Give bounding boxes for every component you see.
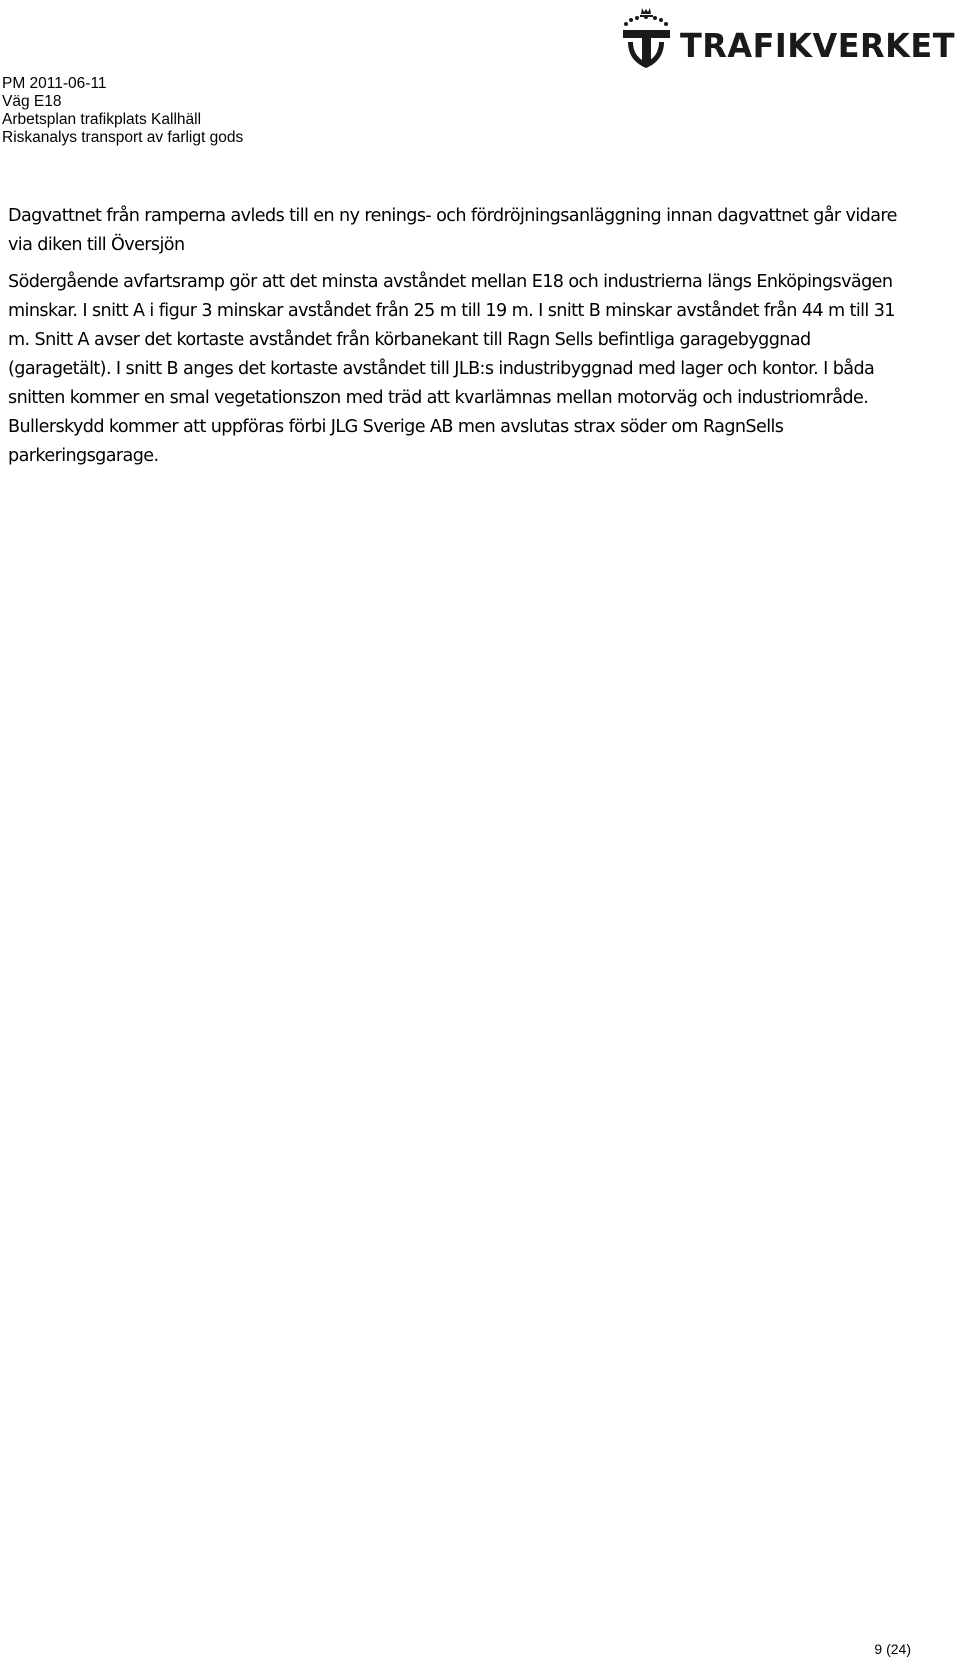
crown-emblem-icon (623, 8, 670, 68)
paragraph-stormwater: Dagvattnet från ramperna avleds till en ny renings- och fördröjningsanläggning innan dagvattnet går vidare via diken till Översjön (8, 206, 897, 255)
header-project: Arbetsplan trafikplats Kallhäll (2, 111, 202, 128)
body-text (8, 202, 908, 471)
header-road: Väg E18 (2, 93, 62, 110)
logo-wordmark: TRAFIKVERKET (680, 26, 955, 65)
document-header (2, 75, 243, 147)
header-subject: Riskanalys transport av farligt gods (2, 129, 244, 146)
trafikverket-logo (620, 4, 960, 74)
header-date: PM 2011-06-11 (2, 75, 107, 92)
paragraph-distances: Södergående avfartsramp gör att det minsta avståndet mellan E18 och industrierna längs Enköpingsvägen minskar. I snitt A i figur 3 minskar avståndet från 25 m till 19 m. I snitt B minskar avståndet från 44 m till 31 m. Snitt A avser det kortaste avståndet från körbanekant till Ragn Sells befintliga garagebyggnad (garagetält). I snitt B anges det kortaste avståndet till JLB:s industribyggnad med lager och kontor. I båda snitten kommer en smal vegetationszon med träd att kvarlämnas mellan motorväg och industriområde. Bullerskydd kommer att uppföras förbi JLG Sverige AB men avslutas strax söder om RagnSells parkeringsgarage. (8, 272, 895, 466)
page-number: 9 (24) (874, 1641, 911, 1657)
